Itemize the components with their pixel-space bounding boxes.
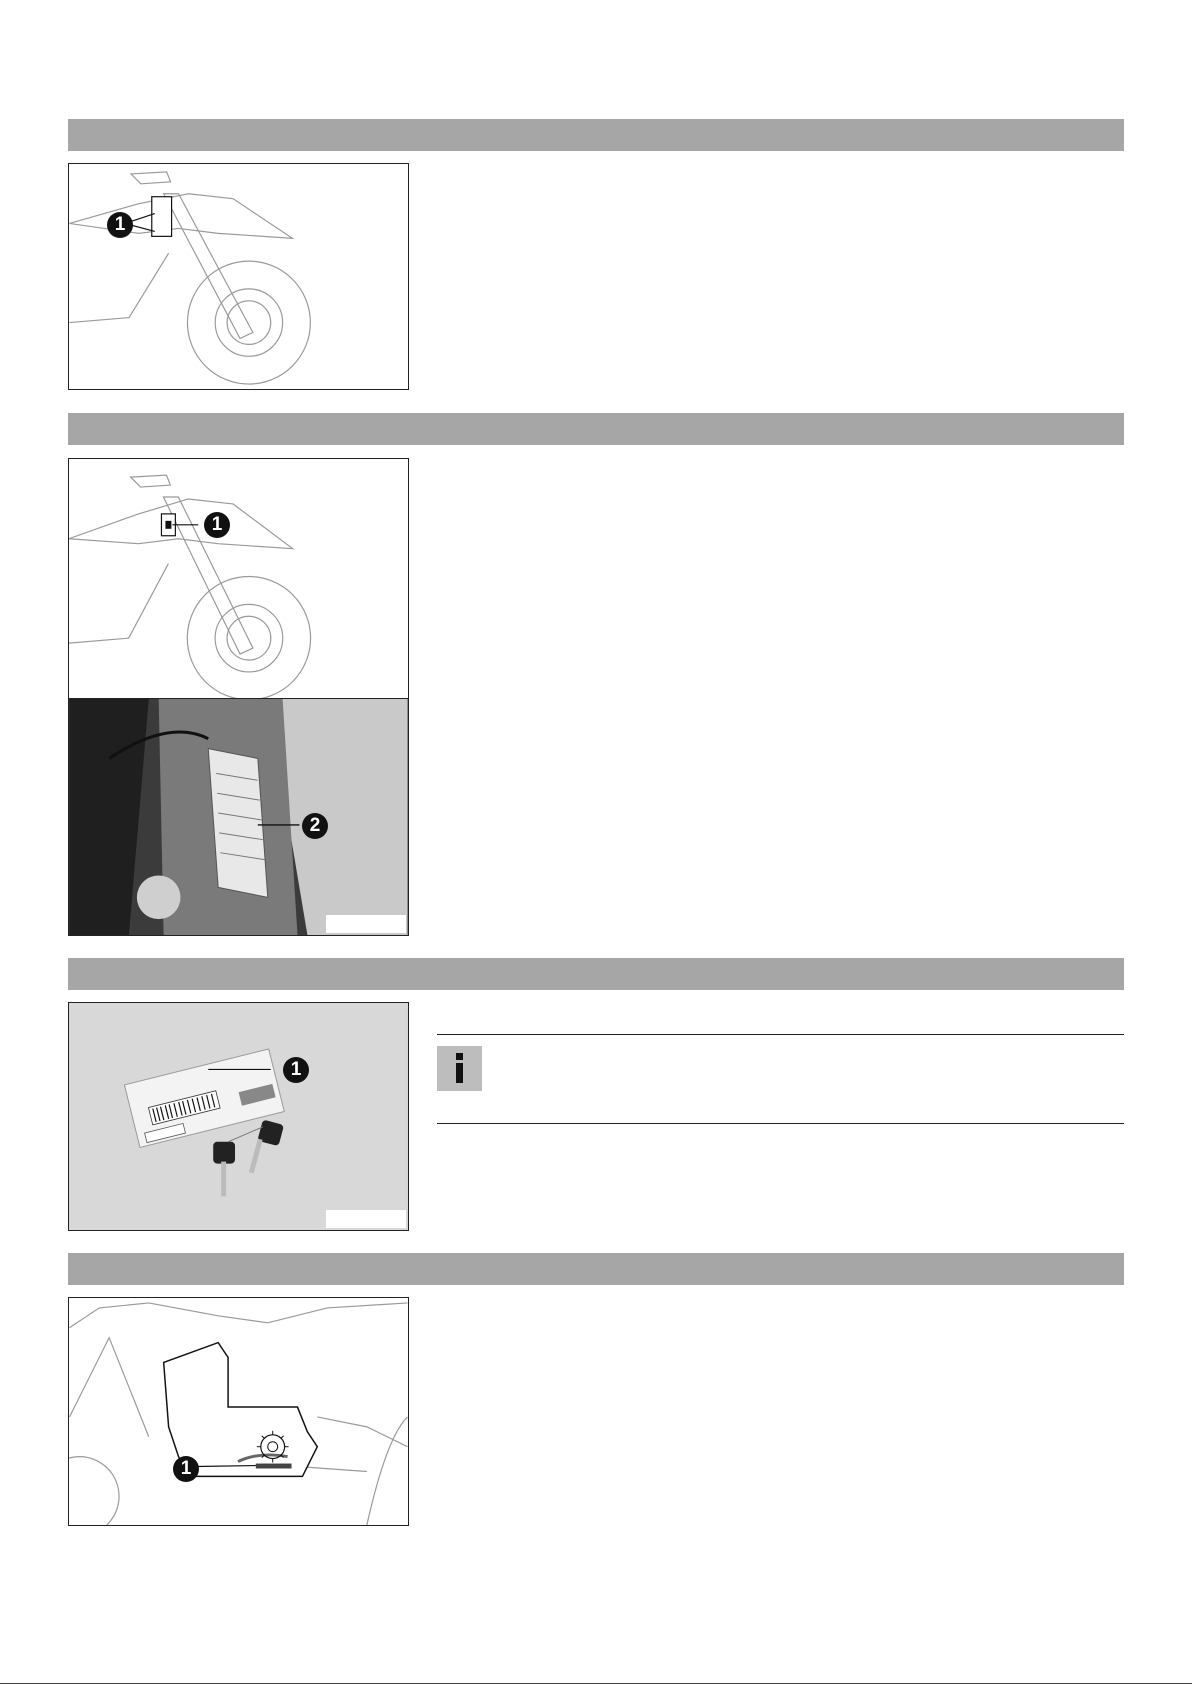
figure-frame-number-location xyxy=(68,163,409,390)
callout-1: 1 xyxy=(173,1456,199,1482)
callout-1: 1 xyxy=(204,512,230,538)
section-header-bar-2 xyxy=(68,413,1124,445)
callout-1: 1 xyxy=(107,212,133,238)
callout-2: 2 xyxy=(302,813,328,839)
section-header-bar-4 xyxy=(68,1253,1124,1285)
photo-key-card-and-keys xyxy=(69,1003,408,1230)
note-top-rule xyxy=(437,1034,1124,1035)
callout-1: 1 xyxy=(283,1057,309,1083)
info-icon xyxy=(437,1046,482,1091)
section-header-bar-1 xyxy=(68,119,1124,151)
engine-case-line-drawing xyxy=(69,1298,408,1525)
motorcycle-front-line-drawing xyxy=(69,164,408,389)
figure-code-tag xyxy=(326,1210,406,1228)
photo-type-label-on-frame xyxy=(68,698,409,936)
section-header-bar-3 xyxy=(68,958,1124,990)
photo-frame-tube xyxy=(69,699,408,935)
figure-code-tag xyxy=(326,915,406,933)
page-bottom-rule xyxy=(0,1683,1192,1684)
photo-key-code-card xyxy=(68,1002,409,1231)
figure-frame-type-label-drawing xyxy=(68,458,409,699)
figure-frame-engine-number xyxy=(68,1297,409,1526)
motorcycle-front-line-drawing xyxy=(69,459,408,699)
note-bottom-rule xyxy=(437,1123,1124,1124)
